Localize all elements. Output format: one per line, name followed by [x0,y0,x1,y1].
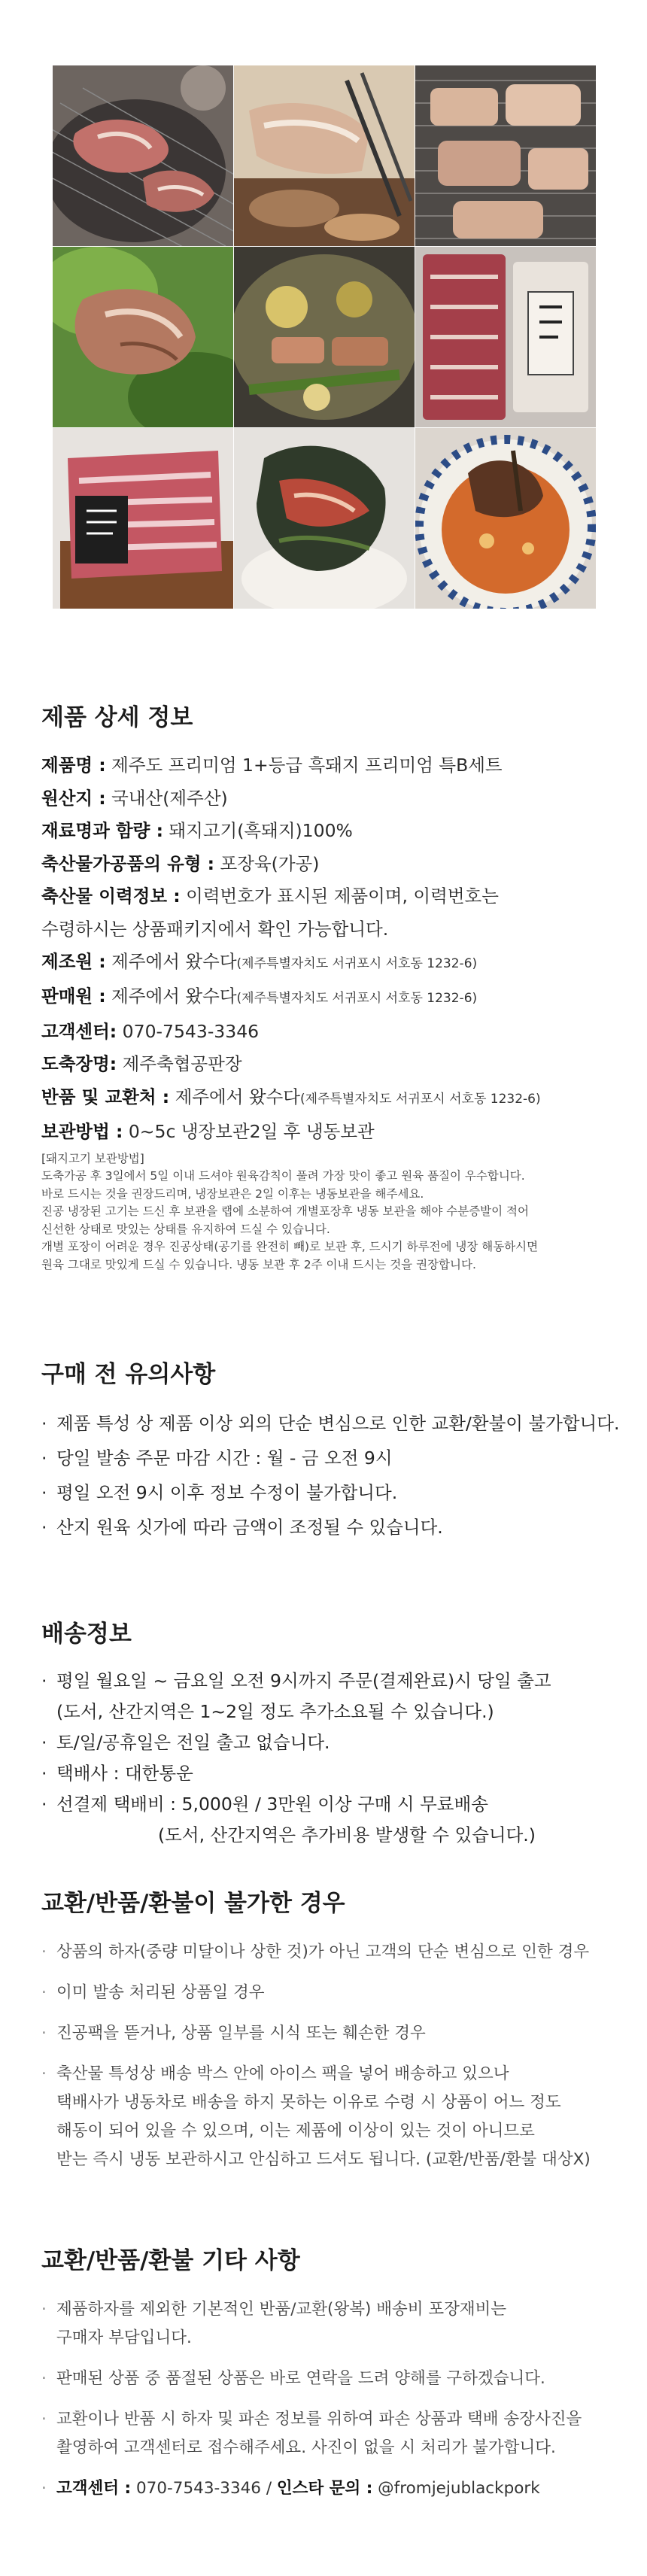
precaution-item [41,1510,621,1545]
shipping-section [41,1619,621,1851]
no-exchange-text: 이미 발송 처리된 상품일 경우 [56,1983,265,2002]
storage-note-line: 진공 냉장된 고기는 드신 후 보관을 랩에 소분하여 개별포장후 냉동 보관을 해야 수분증발이 적어 [41,1204,530,1218]
precaution-text: 평일 오전 9시 이후 정보 수정이 불가합니다. [56,1482,398,1503]
no-exchange-item [41,1979,621,2007]
bullet: · [41,1413,47,1434]
other-item [41,2295,621,2324]
precautions-section [41,1359,621,1545]
no-exchange-item [41,2019,621,2048]
slaughterhouse-value: 제주축협공판장 [117,1053,242,1074]
shipping-text: 선결제 택배비 : 5,000원 / 3만원 이상 구매 시 무료배송 [56,1794,488,1815]
bullet: · [41,2369,47,2388]
shipping-subnote: (도서, 산간지역은 1~2일 정도 추가소요될 수 있습니다.) [56,1701,494,1722]
bullet: · [41,2410,47,2429]
ingredient-label: 재료명과 함량 : [41,820,163,841]
origin-label: 원산지 : [41,787,106,809]
product-name-row [41,749,621,782]
precaution-text: 당일 발송 주문 마감 시간 : 월 - 금 오전 9시 [56,1447,393,1469]
manufacturer-value: 제주에서 왔수다 [105,950,237,972]
ingredient-value: 돼지고기(흑돼지)100% [163,820,353,841]
traceability-value: 이력번호가 표시된 제품이며, 이력번호는 [180,886,499,907]
traceability-row [41,880,621,913]
customer-center-row [41,1016,621,1049]
origin-row [41,782,621,816]
precautions-title: 구매 전 유의사항 [41,1361,216,1388]
customer-center-phone: 070-7543-3346 / [131,2479,277,2498]
vacuum-pack-pork-photo [53,428,233,609]
precaution-text: 산지 원육 싯가에 따라 금액이 조정될 수 있습니다. [56,1517,443,1538]
storage-note-line: 바로 드시는 것을 권장드리며, 냉장보관은 2일 이후는 냉동보관을 해주세요. [41,1186,424,1201]
pork-wrapped-lettuce-photo [234,428,415,609]
seller-address: (제주특별자치도 서귀포시 서호동 1232-6) [236,991,478,1006]
instagram-handle: @fromjejublackpork [372,2479,540,2498]
storage-row [41,1116,621,1149]
no-exchange-item [41,1938,621,1967]
precaution-item [41,1475,621,1510]
no-exchange-text: 상품의 하자(중량 미달이나 상한 것)가 아닌 고객의 단순 변심으로 인한 경우 [56,1943,590,1961]
packaged-pork-cuts-photo [415,247,596,427]
customer-center-label: 고객센터: [41,1020,117,1042]
pork-with-vegetables-grill-photo [234,247,415,427]
no-exchange-item [41,2060,621,2088]
storage-note-line: [돼지고기 보관방법] [41,1151,144,1165]
shipping-item [41,1666,621,1697]
ingredient-row [41,815,621,848]
storage-label: 보관방법 : [41,1121,123,1142]
bullet: · [41,1983,47,2002]
other-text-cont: 촬영하여 고객센터로 접수해주세요. 사진이 없을 시 처리가 불가합니다. [56,2438,556,2457]
seller-value: 제주에서 왔수다 [105,986,237,1007]
other-item [41,2405,621,2434]
bullet: · [41,1794,47,1815]
no-exchange-text: 진공팩을 뜯거나, 상품 일부를 시식 또는 훼손한 경우 [56,2024,426,2043]
other-text: 판매된 상품 중 품절된 상품은 바로 연락을 드려 양해를 구하겠습니다. [56,2369,545,2388]
shipping-item [41,1758,621,1789]
other-terms-section [41,2246,621,2503]
slaughterhouse-label: 도축장명: [41,1053,117,1074]
no-exchange-text: 축산물 특성상 배송 박스 안에 아이스 팩을 넣어 배송하고 있으나 [56,2064,509,2083]
storage-note-line: 개별 포장이 어려운 경우 진공상태(공기를 완전히 빼)로 보관 후, 드시기 하루전에 냉장 해동하시면 [41,1240,539,1253]
storage-notes [41,1150,621,1274]
product-type-value: 포장육(가공) [214,852,320,874]
origin-value: 국내산(제주산) [105,787,228,809]
other-text: 교환이나 반품 시 하자 및 파손 정보를 위하여 파손 상품과 택배 송장사진을 [56,2410,582,2429]
shipping-item [41,1727,621,1758]
return-address-detail: (제주특별자치도 서귀포시 서호동 1232-6) [300,1091,541,1107]
other-text-cont: 구매자 부담입니다. [56,2328,192,2347]
customer-center-label: 고객센터 : [56,2479,132,2498]
pork-belly-on-wire-grill-photo [415,65,596,246]
product-name-label: 제품명 : [41,755,106,776]
shipping-text: 토/일/공휴일은 전일 출고 없습니다. [56,1732,330,1753]
other-terms-title: 교환/반품/환불 기타 사항 [41,2247,300,2274]
product-photo-collage [53,65,596,611]
traceability-label: 축산물 이력정보 : [41,886,181,907]
precaution-item [41,1406,621,1441]
pork-with-lettuce-photo [53,247,233,427]
manufacturer-label: 제조원 : [41,950,106,972]
traceability-value-cont: 수령하시는 상품패키지에서 확인 가능합니다. [41,918,389,940]
bullet: · [41,2064,47,2083]
customer-center-phone: 070-7543-3346 [117,1020,260,1042]
no-exchange-text-cont: 받는 즉시 냉동 보관하시고 안심하고 드셔도 됩니다. (교환/반품/환불 대상X) [56,2150,591,2169]
bullet: · [41,1943,47,1961]
product-info-title: 제품 상세 정보 [41,704,193,731]
shipping-title: 배송정보 [41,1621,132,1648]
precaution-item [41,1441,621,1475]
no-exchange-text-cont: 해동이 되어 있을 수 있으며, 이는 제품에 이상이 있는 것이 아니므로 [56,2122,535,2140]
storage-note-line: 도축가공 후 3일에서 5일 이내 드셔야 원육감칙이 풀려 가장 맛이 좋고 원육 품질이 우수합니다. [41,1169,525,1183]
storage-note-line: 신선한 상태로 맛있는 상태를 유지하여 드실 수 있습니다. [41,1222,330,1236]
bullet: · [41,1482,47,1503]
return-address-value: 제주에서 왔수다 [169,1086,301,1107]
product-type-row [41,848,621,881]
return-address-label: 반품 및 교환처 : [41,1086,170,1107]
seller-row [41,980,621,1016]
return-address-row [41,1081,621,1116]
storage-value: 0~5c 냉장보관2일 후 냉동보관 [123,1121,375,1142]
other-text: 제품하자를 제외한 기본적인 반품/교환(왕복) 배송비 포장재비는 [56,2300,507,2319]
other-item [41,2365,621,2393]
precaution-text: 제품 특성 상 제품 이상 외의 단순 변심으로 인한 교환/환불이 불가합니다. [56,1413,620,1434]
bullet: · [41,1670,47,1691]
bullet: · [41,1517,47,1538]
bullet: · [41,1732,47,1753]
pork-slices-tongs-photo [234,65,415,246]
slaughterhouse-row [41,1048,621,1081]
no-exchange-title: 교환/반품/환불이 불가한 경우 [41,1890,345,1917]
shipping-text: 평일 월요일 ~ 금요일 오전 9시까지 주문(결제완료)시 당일 출고 [56,1670,551,1691]
manufacturer-address: (제주특별자치도 서귀포시 서호동 1232-6) [236,955,478,971]
no-exchange-section [41,1888,621,2174]
shipping-text: 택배사 : 대한통운 [56,1763,193,1784]
product-name-value: 제주도 프리미엄 1+등급 흑돼지 프리미엄 특B세트 [105,755,503,776]
no-exchange-text-cont: 택배사가 냉동차로 배송을 하지 못하는 이유로 수령 시 상품이 어느 정도 [56,2093,561,2112]
manufacturer-row [41,946,621,981]
contact-row [41,2474,621,2503]
bullet: · [41,2024,47,2043]
product-info-section [41,703,621,1274]
seller-label: 판매원 : [41,986,106,1007]
instagram-label: 인스타 문의 : [276,2479,373,2498]
shipping-subnote: (도서, 산간지역은 추가비용 발생할 수 있습니다.) [158,1824,536,1845]
bullet: · [41,1447,47,1469]
shipping-item [41,1789,621,1820]
product-type-label: 축산물가공품의 유형 : [41,852,215,874]
bullet: · [41,2479,47,2498]
bullet: · [41,2300,47,2319]
bullet: · [41,1763,47,1784]
grilled-pork-on-grill-photo [53,65,233,246]
pork-with-sauce-bowl-photo [415,428,596,609]
storage-note-line: 원육 그대로 맛있게 드실 수 있습니다. 냉동 보관 후 2주 이내 드시는 것을 권장합니다. [41,1257,476,1271]
